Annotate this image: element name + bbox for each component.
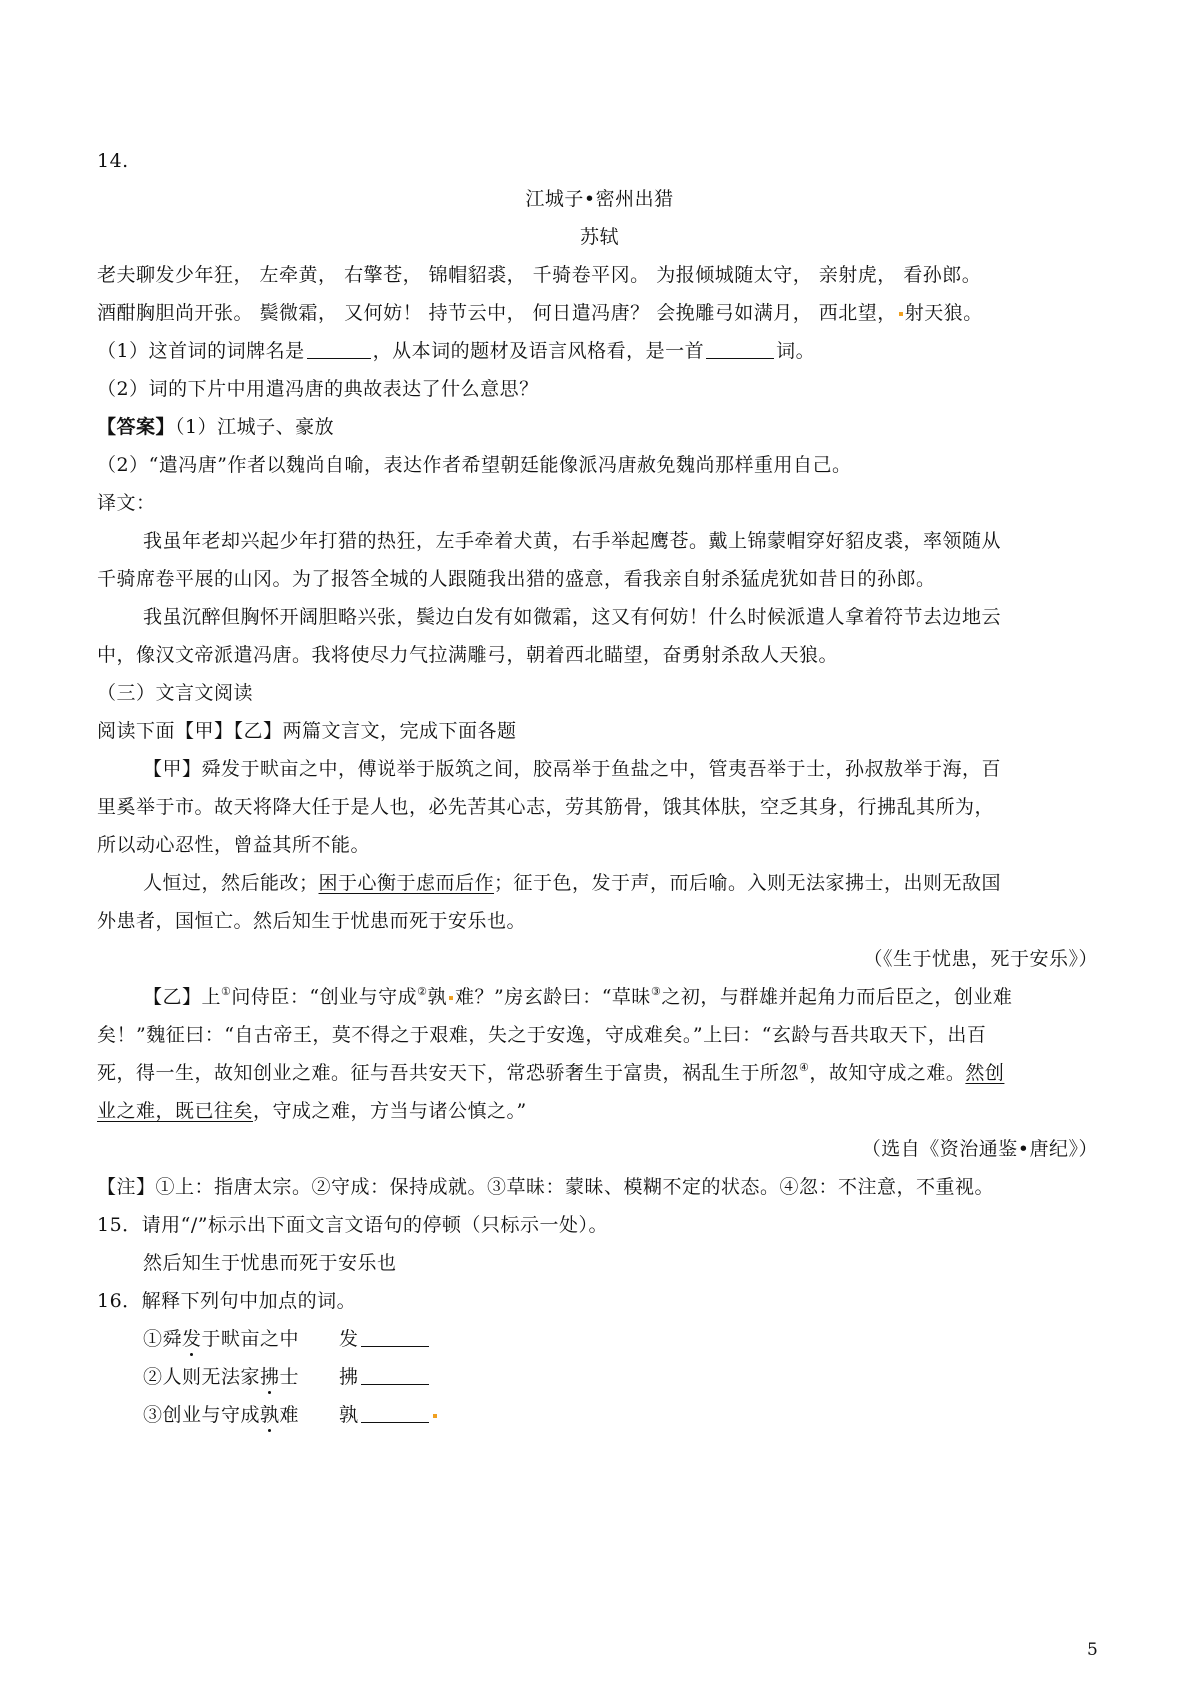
passage-jia-line5: 外患者，国恒亡。然后知生于忧患而死于安乐也。 bbox=[97, 910, 527, 932]
passage-jia-line3: 所以动心忍性，曾益其所不能。 bbox=[97, 834, 371, 856]
item-text: 难 bbox=[279, 1404, 300, 1426]
passage-yi-source: （选自《资治通鉴•唐纪》） bbox=[861, 1138, 1098, 1160]
item-word: 孰 bbox=[339, 1404, 359, 1426]
passage-yi-line4 bbox=[97, 1092, 1102, 1130]
poem-line-2-end: 射天狼。 bbox=[904, 302, 983, 324]
sub-question-1 bbox=[97, 332, 1102, 370]
passage-text: 难？”房玄龄曰：“草昧 bbox=[455, 986, 651, 1008]
answer-line-2: （2）“遣冯唐”作者以魏尚自喻，表达作者希望朝廷能像派冯唐赦免魏尚那样重用自己。 bbox=[97, 454, 852, 476]
section-heading: （三）文言文阅读 bbox=[97, 682, 254, 704]
question-16-item-1 bbox=[97, 1320, 1102, 1358]
underlined-sentence: 业之难，既已往矣 bbox=[97, 1100, 254, 1122]
answer-1: （1）江城子、豪放 bbox=[175, 416, 335, 438]
question-16: 16．解释下列句中加点的词。 bbox=[97, 1290, 357, 1312]
passage-text: 问侍臣：“创业与守成 bbox=[231, 986, 418, 1008]
poem-line-2 bbox=[97, 294, 1102, 332]
underlined-sentence: 困于心衡于虑而后作 bbox=[318, 872, 495, 894]
highlight-marker bbox=[899, 312, 903, 316]
passage-yi-line2: 矣！”魏征曰：“自古帝王，莫不得之于艰难，失之于安逸，守成难矣。”上曰：“玄龄与吾共取天下，出百 bbox=[97, 1024, 987, 1046]
passage-text: 死，得一生，故知创业之难。征与吾共安天下，常恐骄奢生于富贵，祸乱生于所忽 bbox=[97, 1062, 800, 1084]
translation-p1-line2: 千骑席卷平展的山冈。为了报答全城的人跟随我出猎的盛意，看我亲自射杀猛虎犹如昔日的孙郎。 bbox=[97, 568, 936, 590]
answer-blank[interactable] bbox=[361, 1322, 429, 1347]
poem-author: 苏轼 bbox=[579, 226, 619, 248]
translation-p2-line2: 中，像汉文帝派遣冯唐。我将使尽力气拉满雕弓，朝着西北瞄望，奋勇射杀敌人天狼。 bbox=[97, 644, 839, 666]
answer-blank[interactable] bbox=[307, 334, 371, 359]
section-instruction: 阅读下面【甲】【乙】两篇文言文，完成下面各题 bbox=[97, 720, 517, 742]
dotted-word: 拂 bbox=[260, 1358, 280, 1396]
passage-jia-line4 bbox=[97, 864, 1102, 902]
item-sentence bbox=[143, 1320, 339, 1358]
footnote-marker: ④ bbox=[799, 1061, 810, 1074]
question-15: 15．请用“/”标示出下面文言文语句的停顿（只标示一处）。 bbox=[97, 1214, 609, 1236]
answer-line-1 bbox=[97, 408, 1102, 446]
answer-label: 【答案】 bbox=[97, 416, 176, 438]
question-15-sentence: 然后知生于忧患而死于安乐也 bbox=[143, 1252, 397, 1274]
sub-question-1-part-a: （1）这首词的词牌名是 bbox=[97, 340, 305, 362]
item-sentence bbox=[143, 1396, 339, 1434]
item-word: 发 bbox=[339, 1328, 359, 1350]
poem-line-1: 老夫聊发少年狂， 左牵黄， 右擎苍， 锦帽貂裘， 千骑卷平冈。 为报倾城随太守， 亲射虎， 看孙郎。 bbox=[97, 264, 982, 286]
translation-p1-line1: 我虽年老却兴起少年打猎的热狂，左手牵着犬黄，右手举起鹰苍。戴上锦蒙帽穿好貂皮裘，率领随从 bbox=[143, 530, 1002, 552]
item-text: 于畎亩之中 bbox=[201, 1328, 300, 1350]
passage-text: 之初，与群雄并起角力而后臣之，创业难 bbox=[661, 986, 1013, 1008]
passage-notes: 【注】①上：指唐太宗。②守成：保持成就。③草昧：蒙昧、模糊不定的状态。④忽：不注意，不重视。 bbox=[97, 1176, 995, 1198]
passage-text: ；征于色，发于声，而后喻。入则无法家拂士，出则无敌国 bbox=[494, 872, 1002, 894]
sub-question-1-part-c: 词。 bbox=[776, 340, 816, 362]
item-word: 拂 bbox=[339, 1366, 359, 1388]
footnote-marker: ③ bbox=[650, 985, 662, 998]
passage-yi-line1 bbox=[97, 978, 1102, 1016]
dotted-word: 发 bbox=[182, 1320, 202, 1358]
poem-title: 江城子•密州出猎 bbox=[525, 188, 674, 210]
highlight-marker bbox=[433, 1414, 437, 1418]
page-content bbox=[97, 142, 1102, 1434]
question-16-item-2 bbox=[97, 1358, 1102, 1396]
footnote-marker: ① bbox=[221, 985, 232, 998]
translation-p2-line1: 我虽沉醉但胸怀开阔胆略兴张，鬓边白发有如微霜，这又有何妨！什么时候派遣人拿着符节去边地云 bbox=[143, 606, 1002, 628]
item-text: ①舜 bbox=[143, 1328, 183, 1350]
item-text: ②人则无法家 bbox=[143, 1366, 261, 1388]
translation-label: 译文： bbox=[97, 492, 156, 514]
underlined-sentence: 然创 bbox=[965, 1062, 1005, 1084]
question-16-item-3 bbox=[97, 1396, 1102, 1434]
sub-question-2: （2）词的下片中用遣冯唐的典故表达了什么意思？ bbox=[97, 378, 539, 400]
passage-text: 人恒过，然后能改； bbox=[143, 872, 319, 894]
passage-text: 【乙】上 bbox=[143, 986, 222, 1008]
question-number-14: 14. bbox=[97, 150, 129, 172]
poem-line-2-text: 酒酣胸胆尚开张。 鬓微霜， 又何妨！ 持节云中， 何日遣冯唐？ 会挽雕弓如满月， 西北望， bbox=[97, 302, 897, 324]
passage-text: ，故知守成之难。 bbox=[809, 1062, 966, 1084]
passage-jia-line2: 里奚举于市。故天将降大任于是人也，必先苦其心志，劳其筋骨，饿其体肤，空乏其身，行拂乱其所为， bbox=[97, 796, 995, 818]
passage-yi-line3 bbox=[97, 1054, 1102, 1092]
page-number: 5 bbox=[1087, 1640, 1098, 1660]
passage-text: ，守成之难，方当与诸公慎之。” bbox=[253, 1100, 527, 1122]
answer-blank[interactable] bbox=[361, 1398, 429, 1423]
footnote-marker: ② bbox=[417, 985, 428, 998]
passage-jia-line1: 【甲】舜发于畎亩之中，傅说举于版筑之间，胶鬲举于鱼盐之中，管夷吾举于士，孙叔敖举于海，百 bbox=[143, 758, 1002, 780]
sub-question-1-part-b: ，从本词的题材及语言风格看，是一首 bbox=[372, 340, 705, 362]
answer-blank[interactable] bbox=[706, 334, 774, 359]
passage-text: 孰 bbox=[427, 986, 447, 1008]
item-text: ③创业与守成 bbox=[143, 1404, 261, 1426]
answer-blank[interactable] bbox=[361, 1360, 429, 1385]
passage-jia-source: （《生于忧患，死于安乐》） bbox=[863, 948, 1098, 970]
item-sentence bbox=[143, 1358, 339, 1396]
highlight-marker bbox=[449, 996, 453, 1000]
dotted-word: 孰 bbox=[260, 1396, 280, 1434]
item-text: 士 bbox=[279, 1366, 300, 1388]
